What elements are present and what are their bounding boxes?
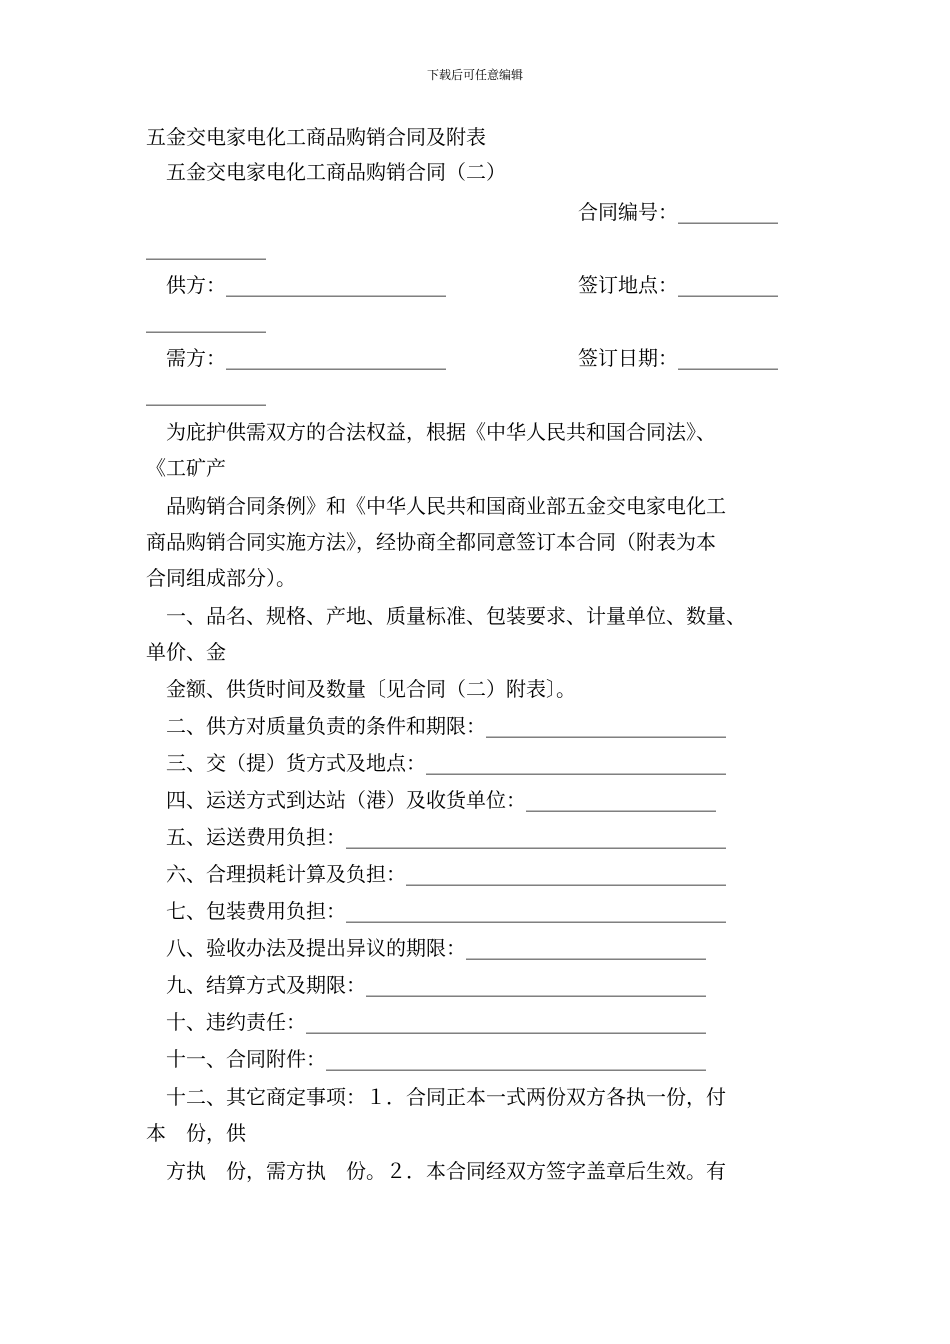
document-subtitle: 五金交电家电化工商品购销合同（二） (166, 160, 506, 184)
clause-6: 六、合理损耗计算及负担：________________________________ (166, 862, 726, 886)
clause-12-line: 本 份，供 (146, 1121, 246, 1145)
document-title: 五金交电家电化工商品购销合同及附表 (146, 125, 486, 149)
clause-4: 四、运送方式到达站（港）及收货单位：___________________ (166, 788, 716, 812)
preamble-line: 商品购销合同实施方法》，经协商全都同意签订本合同（附表为本 (146, 530, 716, 554)
clause-12-line: 十二、其它商定事项：１．合同正本一式两份双方各执一份，付 (166, 1085, 726, 1109)
contract-number-field: 合同编号：__________ (578, 200, 778, 224)
clause-1-line: 一、品名、规格、产地、质量标准、包装要求、计量单位、数量、 (166, 604, 746, 628)
preamble-line: 品购销合同条例》和《中华人民共和国商业部五金交电家电化工 (166, 494, 726, 518)
sign-place-field-cont: ____________ (146, 309, 266, 333)
clause-1-line: 金额、供货时间及数量〔见合同（二）附表〕。 (166, 677, 576, 701)
clause-8: 八、验收办法及提出异议的期限：________________________ (166, 936, 706, 960)
clause-1-line: 单价、金 (146, 640, 226, 664)
contract-number-field-cont: ____________ (146, 236, 266, 260)
clause-12-line: 方执 份，需方执 份。２．本合同经双方签字盖章后生效。有 (166, 1159, 726, 1183)
clause-7: 七、包装费用负担：______________________________________ (166, 899, 726, 923)
clause-10: 十、违约责任：________________________________________ (166, 1010, 706, 1034)
clause-9: 九、结算方式及期限：__________________________________ (166, 973, 706, 997)
sign-date-field-cont: ____________ (146, 382, 266, 406)
sign-place-field: 签订地点：__________ (578, 273, 778, 297)
clause-3: 三、交（提）货方式及地点：______________________________ (166, 751, 726, 775)
preamble-line: 《工矿产 (146, 456, 226, 480)
buyer-field: 需方：______________________ (166, 346, 446, 370)
clause-5: 五、运送费用负担：______________________________________ (166, 825, 726, 849)
supplier-field: 供方：______________________ (166, 273, 446, 297)
preamble-line: 为庇护供需双方的合法权益，根据《中华人民共和国合同法》、 (166, 420, 716, 444)
sign-date-field: 签订日期：__________ (578, 346, 778, 370)
clause-11: 十一、合同附件：______________________________________ (166, 1047, 706, 1071)
preamble-line: 合同组成部分）。 (146, 566, 296, 590)
clause-2: 二、供方对质量负责的条件和期限：________________________ (166, 714, 726, 738)
page-header: 下载后可任意编辑 (426, 68, 523, 82)
